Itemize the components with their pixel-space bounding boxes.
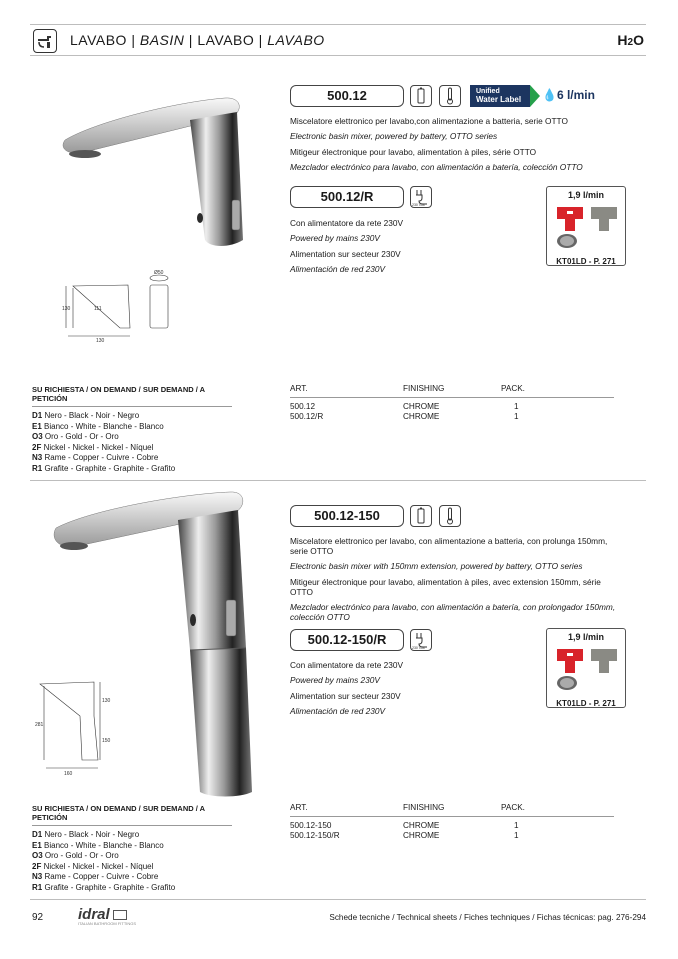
on-demand-finishes-1 bbox=[32, 385, 232, 474]
title-en: BASIN bbox=[139, 32, 185, 48]
product-code-500-12-150-r: 500.12-150/R bbox=[290, 629, 404, 651]
product-image-500-12 bbox=[55, 90, 260, 250]
water-label-rate: 6 l/min bbox=[556, 88, 595, 102]
desc-es: Mezclador electrónico para lavabo, con alimentación a batería, colección OTTO bbox=[290, 161, 583, 172]
title-es: LAVABO bbox=[267, 32, 325, 48]
product-code-500-12-150: 500.12-150 bbox=[290, 505, 404, 527]
desc-en: Electronic basin mixer with 150mm extension, powered by battery, OTTO series bbox=[290, 561, 583, 572]
dim-height-1: 281 bbox=[35, 722, 44, 728]
page-header bbox=[30, 24, 646, 56]
finish-row: O3 Oro - Gold - Or - Oro bbox=[32, 851, 119, 860]
dim-height-3: 150 bbox=[102, 738, 111, 744]
finish-row: R1 Grafite - Graphite - Graphite - Grafito bbox=[32, 463, 176, 473]
battery-icon bbox=[410, 85, 432, 107]
on-demand-title: SU RICHIESTA / ON DEMAND / SUR DEMAND / A PETICIÓN bbox=[32, 385, 232, 407]
table-row: 500.12-150 CHROME 1 bbox=[290, 821, 519, 830]
finish-row: O3 Oro - Gold - Or - Oro bbox=[32, 432, 119, 441]
mains-power-icon bbox=[410, 186, 432, 208]
finish-row: D1 Nero - Black - Noir - Negro bbox=[32, 830, 140, 839]
svg-text:230 Volt: 230 Volt bbox=[412, 203, 425, 207]
description-500-12 bbox=[290, 116, 620, 177]
mains-power-icon bbox=[410, 629, 432, 651]
desc-fr: Mitigeur électronique pour lavabo, alimentation à piles, avec extension 150mm, série OTTO bbox=[290, 576, 601, 597]
idral-logo: idral bbox=[78, 906, 127, 923]
product-code-500-12-r: 500.12/R bbox=[290, 186, 404, 208]
table-row: 500.12 CHROME 1 bbox=[290, 402, 519, 411]
title-fr: LAVABO bbox=[197, 32, 255, 48]
water-label-small: Unified bbox=[476, 88, 500, 95]
water-label-name: Water Label bbox=[476, 95, 522, 104]
mains-fr: Alimentation sur secteur 230V bbox=[290, 248, 401, 259]
product-code-500-12: 500.12 bbox=[290, 85, 404, 107]
aerator-ref: KT01LD - P. 271 bbox=[556, 699, 616, 708]
svg-text:230 Volt: 230 Volt bbox=[412, 646, 425, 650]
col-art: ART. bbox=[290, 384, 308, 393]
dim-height-1: 130 bbox=[62, 306, 71, 312]
aerator-image bbox=[551, 203, 623, 251]
article-table-1 bbox=[290, 384, 614, 422]
mains-fr: Alimentation sur secteur 230V bbox=[290, 690, 401, 701]
logo-tagline: ITALIAN BATHROOM FITTINGS bbox=[78, 921, 137, 926]
h2o-logo: H2O bbox=[617, 32, 644, 48]
section-divider bbox=[30, 480, 646, 481]
col-art: ART. bbox=[290, 803, 308, 812]
mains-es: Alimentación de red 230V bbox=[290, 705, 386, 716]
footer-divider bbox=[30, 899, 646, 900]
desc-it: Miscelatore elettronico per lavabo, con alimentazione a batteria, con prolunga 150mm, serie OTTO bbox=[290, 536, 608, 556]
finish-row: 2F Nickel - Nickel - Nickel - Níquel bbox=[32, 861, 154, 871]
page-number: 92 bbox=[32, 912, 44, 923]
footer-note: Schede tecniche / Technical sheets / Fiches techniques / Fichas técnicas: pag. 276-294 bbox=[329, 913, 646, 922]
aerator-image bbox=[551, 645, 623, 693]
dim-width: 160 bbox=[64, 771, 73, 776]
table-row: 500.12-150/R CHROME 1 bbox=[290, 831, 519, 840]
finish-row: N3 Rame - Copper - Cuivre - Cobre bbox=[32, 453, 159, 462]
dim-height-2: 111 bbox=[94, 306, 102, 312]
finish-row: E1 Bianco - White - Blanche - Blanco bbox=[32, 840, 164, 850]
page-title: LAVABO | BASIN | LAVABO | LAVABO bbox=[70, 32, 325, 48]
dim-diameter: Ø50 bbox=[154, 270, 164, 276]
mains-text-500-12-150 bbox=[290, 660, 490, 721]
mains-en: Powered by mains 230V bbox=[290, 675, 380, 686]
water-label-badge bbox=[470, 85, 602, 107]
dim-width: 130 bbox=[96, 338, 105, 344]
aerator-rate: 1,9 l/min bbox=[567, 190, 604, 200]
col-finishing: FINISHING bbox=[403, 384, 445, 393]
battery-icon bbox=[410, 505, 432, 527]
finish-row: 2F Nickel - Nickel - Nickel - Níquel bbox=[32, 442, 154, 452]
mains-it: Con alimentatore da rete 230V bbox=[290, 218, 404, 228]
desc-es: Mezclador electrónico para lavabo, con alimentación a batería, con prolongador 150mm, colección OTTO bbox=[290, 601, 616, 622]
finish-row: D1 Nero - Black - Noir - Negro bbox=[32, 411, 140, 420]
finish-row: N3 Rame - Copper - Cuivre - Cobre bbox=[32, 872, 159, 881]
article-table-2 bbox=[290, 803, 614, 841]
mains-text-500-12 bbox=[290, 218, 490, 279]
title-it: LAVABO bbox=[70, 32, 127, 48]
desc-en: Electronic basin mixer, powered by battery, OTTO series bbox=[290, 131, 498, 142]
finish-row: E1 Bianco - White - Blanche - Blanco bbox=[32, 421, 164, 431]
on-demand-finishes-2 bbox=[32, 804, 232, 893]
technical-drawing-500-12 bbox=[58, 268, 183, 346]
thermometer-icon bbox=[439, 85, 461, 107]
mains-es: Alimentación de red 230V bbox=[290, 263, 386, 274]
table-row: 500.12/R CHROME 1 bbox=[290, 412, 519, 421]
col-pack: PACK. bbox=[501, 384, 525, 393]
thermometer-icon bbox=[439, 505, 461, 527]
logo-mark-icon bbox=[113, 910, 127, 920]
on-demand-title: SU RICHIESTA / ON DEMAND / SUR DEMAND / A PETICIÓN bbox=[32, 804, 232, 826]
col-pack: PACK. bbox=[501, 803, 525, 812]
aerator-box-2 bbox=[546, 628, 626, 708]
table-header bbox=[290, 803, 614, 817]
desc-fr: Mitigeur électronique pour lavabo, alimentation à piles, série OTTO bbox=[290, 146, 537, 157]
mains-en: Powered by mains 230V bbox=[290, 233, 380, 244]
table-header bbox=[290, 384, 614, 398]
technical-drawing-500-12-150 bbox=[32, 676, 117, 776]
basin-category-icon bbox=[33, 29, 57, 53]
aerator-ref: KT01LD - P. 271 bbox=[556, 257, 616, 266]
mains-it: Con alimentatore da rete 230V bbox=[290, 660, 404, 670]
desc-it: Miscelatore elettronico per lavabo,con alimentazione a batteria, serie OTTO bbox=[290, 116, 568, 126]
finish-row: R1 Grafite - Graphite - Graphite - Grafito bbox=[32, 882, 176, 892]
water-drop-icon: 💧 bbox=[542, 88, 557, 102]
col-finishing: FINISHING bbox=[403, 803, 445, 812]
aerator-box-1 bbox=[546, 186, 626, 266]
dim-height-2: 130 bbox=[102, 698, 111, 704]
description-500-12-150 bbox=[290, 536, 626, 627]
aerator-rate: 1,9 l/min bbox=[567, 632, 604, 642]
